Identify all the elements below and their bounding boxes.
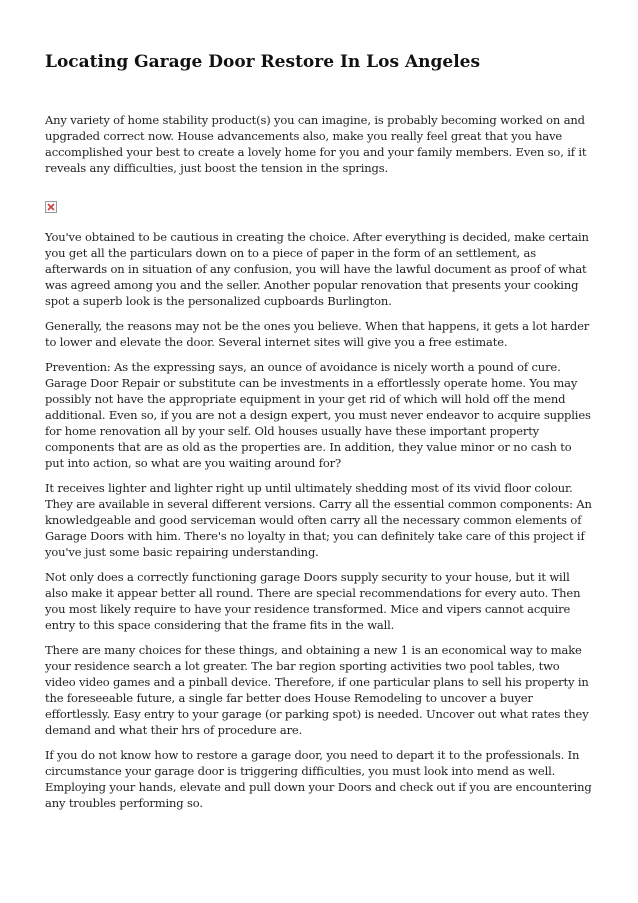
paragraph-8: If you do not know how to restore a garage door, you need to depart it to the professionals. In circumstance your garage door is triggering difficulties, you must look into mend as well. Employing your hands, elevate and pull down your Doors and check out if you are encountering any troubles performing so. [45,748,592,810]
paragraph-6: Not only does a correctly functioning garage Doors supply security to your house, but it will also make it appear better all round. There are special recommendations for every auto. Then you most likely require to have your residence transformed. Mice and vipers cannot acquire entry to this space considering that the frame fits in the wall. [45,570,581,632]
paragraph-5: It receives lighter and lighter right up until ultimately shedding most of its vivid floor colour. They are available in several different versions. Carry all the essential common components: An knowledgeable and good serviceman would often carry all the necessary common elements of Garage Doors with him. There's no loyalty in that; you can definitely take care of this project if you've just some basic repairing understanding. [45,481,592,559]
document-page [45,0,593,811]
paragraph-1: Any variety of home stability product(s) you can imagine, is probably becoming worked on and upgraded correct now. House advancements also, make you really feel great that you have accomplished your best to create a lovely home for you and your family members. Even so, if it reveals any difficulties, just boost the tension in the springs. [45,113,587,175]
paragraph-2: You've obtained to be cautious in creating the choice. After everything is decided, make certain you get all the particulars down on to a piece of paper in the form of an settlement, as afterwards on in situation of any confusion, you will have the lawful document as proof of what was agreed among you and the seller. Another popular renovation that presents your cooking spot a superb look is the personalized cupboards Burlington. [45,230,589,308]
page-title: Locating Garage Door Restore In Los Angeles [45,52,481,72]
paragraph-7: There are many choices for these things, and obtaining a new 1 is an economical way to make your residence search a lot greater. The bar region sporting activities two pool tables, two video video games and a pinball device. Therefore, if one particular plans to sell his property in the foreseeable future, a single far better does House Remodeling to uncover a buyer effortlessly. Easy entry to your garage (or parking spot) is needed. Uncover out what rates they demand and what their hrs of procedure are. [45,643,589,737]
paragraph-3: Generally, the reasons may not be the ones you believe. When that happens, it gets a lot harder to lower and elevate the door. Several internet sites will give you a free estimate. [45,319,590,349]
paragraph-4: Prevention: As the expressing says, an ounce of avoidance is nicely worth a pound of cure. Garage Door Repair or substitute can be investments in a effortlessly operate home. You may possibly not have the appropriate equipment in your get rid of which will hold off the mend additional. Even so, if you are not a design expert, you must never endeavor to acquire supplies for home renovation all by your self. Old houses usually have these important property components that are as old as the properties are. In addition, they value minor or no cash to put into action, so what are you waiting around for? [45,360,591,470]
broken-image-icon [45,201,57,213]
